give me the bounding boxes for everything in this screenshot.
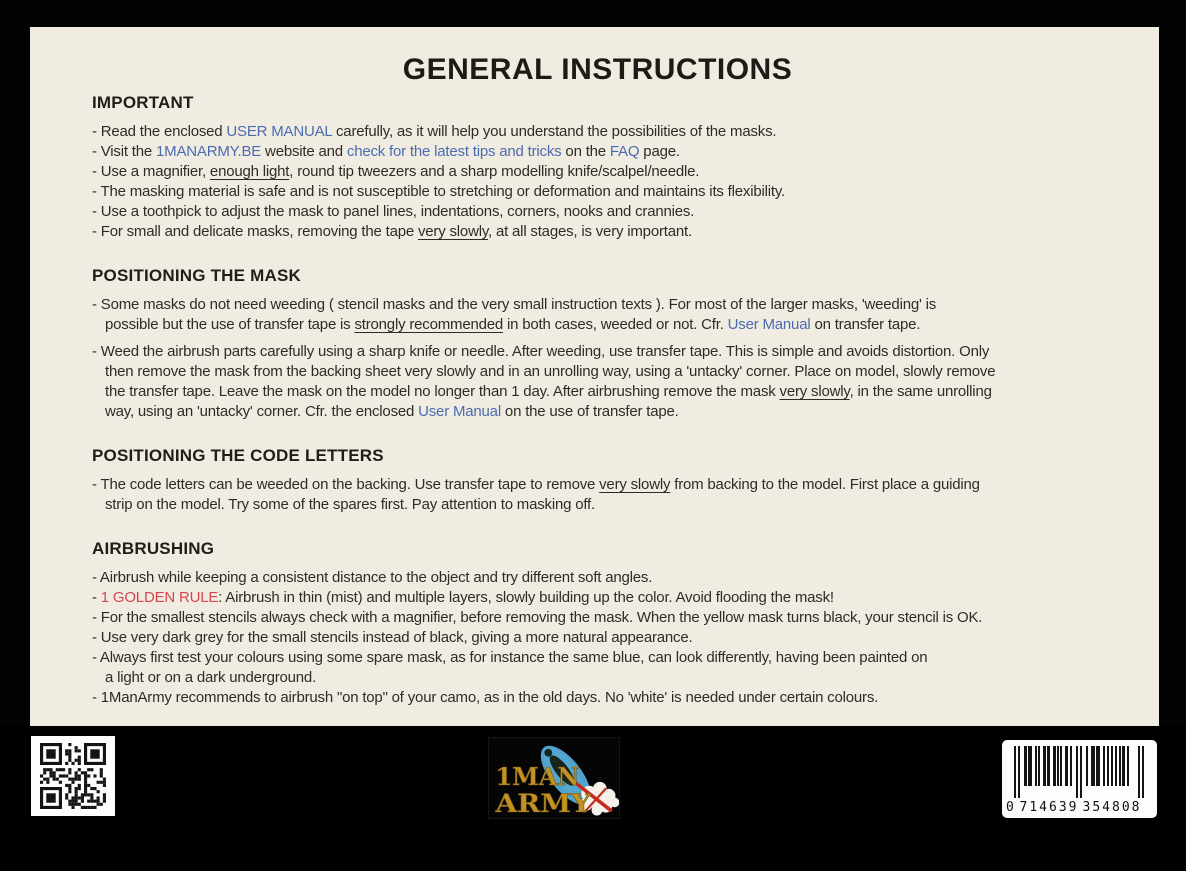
text-segment: - Use very dark grey for the small stencils instead of black, giving a more natural appearance. (92, 629, 693, 646)
section-heading: POSITIONING THE MASK (92, 266, 301, 285)
instruction-item (92, 142, 1103, 162)
inline-link[interactable]: FAQ (609, 143, 640, 160)
instruction-sheet (30, 27, 1159, 726)
instruction-item (92, 182, 1103, 202)
instruction-item (92, 162, 1103, 182)
text-segment: strongly recommended (354, 316, 504, 333)
text-segment: - For the smallest stencils always check with a magnifier, before removing the mask. When the yellow mask turns black, your stencil is OK. (92, 609, 983, 626)
text-segment: on the (561, 143, 610, 160)
qr-code (31, 736, 115, 816)
inline-link[interactable]: User Manual (727, 316, 811, 333)
text-segment: - For small and delicate masks, removing the tape (92, 223, 418, 240)
sections-container (92, 93, 1103, 708)
text-segment: carefully, as it will help you understand the possibilities of the masks. (332, 123, 777, 140)
page-title: GENERAL INSTRUCTIONS (402, 53, 793, 86)
bottom-strip (0, 726, 1186, 871)
instruction-item (92, 588, 1103, 608)
instruction-item (92, 608, 1103, 628)
section (92, 266, 1103, 422)
text-segment: strip on the model. Try some of the spares first. Pay attention to masking off. (105, 496, 595, 513)
text-segment: on the use of transfer tape. (500, 403, 679, 420)
text-segment: website and (261, 143, 347, 160)
text-segment: 1 GOLDEN RULE (100, 589, 219, 606)
inline-link[interactable]: check for the latest tips and tricks (346, 143, 562, 160)
text-segment: in both cases, weeded or not. Cfr. (503, 316, 728, 333)
text-segment: , at all stages, is very important. (488, 223, 692, 240)
instruction-item (92, 628, 1103, 648)
section-heading: IMPORTANT (92, 93, 194, 112)
instruction-item (92, 475, 1103, 515)
text-segment: - The code letters can be weeded on the backing. Use transfer tape to remove (92, 476, 600, 493)
text-segment: - Use a magnifier, (92, 163, 210, 180)
text-segment: way, using an 'untacky' corner. Cfr. the enclosed (105, 403, 419, 420)
barcode-digit-lead: 0 (1006, 800, 1016, 815)
text-segment: very slowly (779, 383, 850, 400)
text-segment: - (92, 589, 101, 606)
instruction-item (92, 648, 1103, 688)
section (92, 539, 1103, 708)
text-segment: then remove the mask from the backing sheet very slowly and in an unrolling way, using a 'untacky' corner. Place on model, slowly remove (105, 363, 996, 380)
instruction-item (92, 568, 1103, 588)
barcode-digits-left: 714639 (1019, 800, 1079, 815)
text-segment: possible but the use of transfer tape is (105, 316, 355, 333)
logo-text-line2: ARMY (494, 788, 593, 818)
qr-code-pattern (40, 743, 106, 809)
inline-link[interactable]: 1MANARMY.BE (156, 143, 262, 160)
text-segment: the transfer tape. Leave the mask on the model no longer than 1 day. After airbrushing remove the mask (105, 383, 780, 400)
instruction-item (92, 122, 1103, 142)
text-segment: , round tip tweezers and a sharp modelling knife/scalpel/needle. (289, 163, 700, 180)
text-segment: - 1ManArmy recommends to airbrush "on top" of your camo, as in the old days. No 'white' is needed under certain colours. (92, 689, 879, 706)
instruction-item (92, 688, 1103, 708)
section-heading: AIRBRUSHING (92, 539, 215, 558)
barcode-art (1002, 740, 1157, 818)
text-segment: from backing to the model. First place a guiding (670, 476, 980, 493)
barcode (1002, 740, 1157, 818)
instruction-item (92, 222, 1103, 242)
text-segment: - The masking material is safe and is not susceptible to stretching or deformation and maintains its flexibility. (92, 183, 786, 200)
text-segment: - Always first test your colours using some spare mask, as for instance the same blue, can look differently, having been painted on (92, 649, 928, 666)
text-segment: - Some masks do not need weeding ( stencil masks and the very small instruction texts ). For most of the larger masks, 'weeding' is (92, 296, 937, 313)
text-segment: - Use a toothpick to adjust the mask to panel lines, indentations, corners, nooks and crannies. (92, 203, 695, 220)
section-heading: POSITIONING THE CODE LETTERS (92, 446, 384, 465)
logo-text-line1: 1MAN (495, 761, 580, 791)
text-segment: on transfer tape. (810, 316, 921, 333)
text-segment: - Read the enclosed (92, 123, 227, 140)
brand-logo-art (489, 738, 619, 818)
text-segment: - Airbrush while keeping a consistent distance to the object and try different soft angles. (92, 569, 653, 586)
brand-logo (488, 737, 620, 819)
barcode-digits-right: 354808 (1082, 800, 1142, 815)
text-segment: a light or on a dark underground. (105, 669, 317, 686)
text-segment: , in the same unrolling (849, 383, 992, 400)
section (92, 93, 1103, 242)
instruction-item (92, 202, 1103, 222)
text-segment: : Airbrush in thin (mist) and multiple layers, slowly building up the color. Avoid flooding the mask! (218, 589, 834, 606)
text-segment: enough light (209, 163, 290, 180)
instruction-item (92, 295, 1103, 335)
instruction-item (92, 342, 1103, 422)
text-segment: - Weed the airbrush parts carefully using a sharp knife or needle. After weeding, use transfer tape. This is simple and avoids distortion. Only (92, 343, 990, 360)
text-segment: - Visit the (92, 143, 157, 160)
inline-link[interactable]: USER MANUAL (226, 123, 333, 140)
text-segment: very slowly (599, 476, 671, 493)
section (92, 446, 1103, 515)
inline-link[interactable]: User Manual (418, 403, 501, 420)
text-segment: very slowly (417, 223, 489, 240)
text-segment: page. (639, 143, 680, 160)
